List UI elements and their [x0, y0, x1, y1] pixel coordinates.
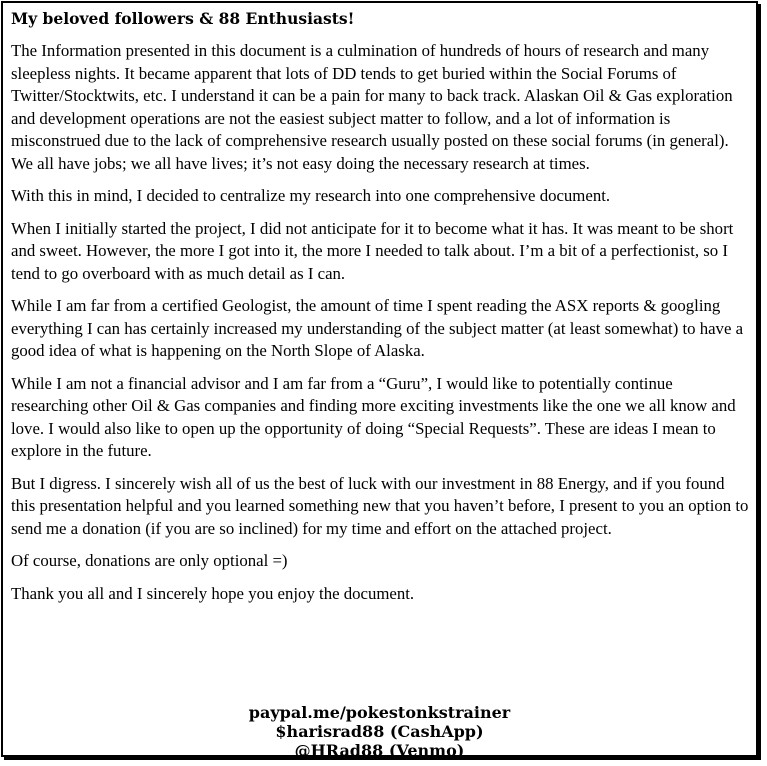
paragraph-geologist: While I am far from a certified Geologist, the amount of time I spent reading the ASX reports & googling everything I can has certainly increased my understanding of the subject matter (at least somewhat) to have a good idea of what is happening on the North Slope of Alaska. [11, 296, 744, 360]
document-box [1, 1, 758, 760]
paragraph-centralize: With this in mind, I decided to centralize my research into one comprehensive document. [11, 186, 611, 205]
venmo-handle: @HRad88 (Venmo) [294, 741, 465, 760]
paragraph-thanks: Thank you all and I sincerely hope you enjoy the document. [11, 583, 415, 603]
paragraph-donation: But I digress. I sincerely wish all of us the best of luck with our investment in 88 Energy, and if you found this presentation helpful and you learned something new that you haven’t before, I present to you an option to send me a donation (if you are so inclined) for my time and effort on the attached project. [11, 473, 749, 538]
paragraph-optional: Of course, donations are only optional =) [11, 551, 288, 570]
cashapp-handle: $harisrad88 (CashApp) [275, 722, 484, 741]
donation-contacts [3, 703, 756, 760]
paragraph-project-start: When I initially started the project, I did not anticipate for it to become what it has. It was meant to be short and sweet. However, the more I got into it, the more I needed to talk about. I’m a bit of a perfectionist, so I tend to go overboard with as much detail as I can. [11, 218, 734, 283]
paragraph-future-research: While I am not a financial advisor and I am far from a “Guru”, I would like to potentially continue researching other Oil & Gas companies and finding more exciting investments like the one we all know and love. I would also like to open up the opportunity of doing “Special Requests”. These are ideas I mean to explore in the future. [11, 373, 736, 460]
paragraph-intro: The Information presented in this document is a culmination of hundreds of hours of research and many sleepless nights. It became apparent that lots of DD tends to get buried within the Social Forums of Twitter/Stocktwits, etc. I understand it can be a pain for many to back track. Alaskan Oil & Gas exploration and development operations are not the easiest subject matter to follow, and a lot of information is misconstrued due to the lack of comprehensive research usually posted on these social forums (in general). We all have jobs; we all have lives; it’s not easy doing the necessary research at times. [11, 41, 733, 173]
greeting-heading: My beloved followers & 88 Enthusiasts! [11, 9, 355, 28]
paypal-link: paypal.me/pokestonkstrainer [248, 703, 511, 722]
